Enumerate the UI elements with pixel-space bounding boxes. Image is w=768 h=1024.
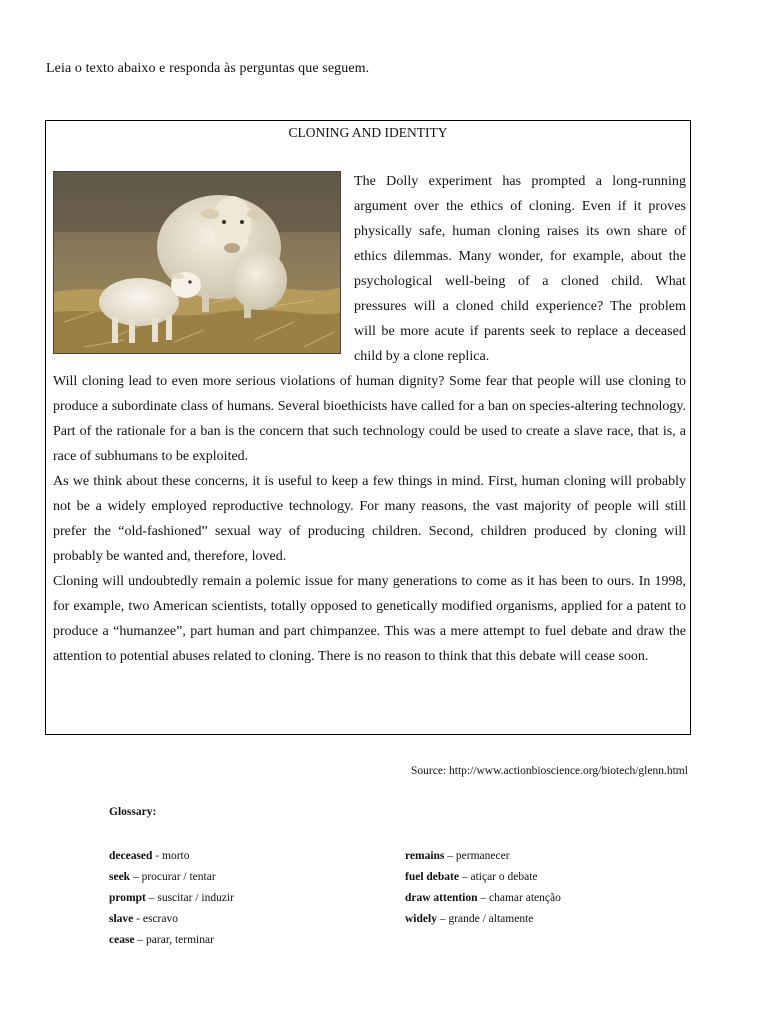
instruction-text: Leia o texto abaixo e responda às perguntas que seguem. [46,61,370,76]
glossary-column-left [109,846,234,951]
glossary-term: cease [109,934,135,946]
glossary-separator: – [444,850,456,862]
glossary-definition: grande / altamente [448,913,534,925]
glossary-definition: chamar atenção [489,892,561,904]
glossary-term: slave [109,913,134,925]
article-paragraph-1: Will cloning lead to even more serious violations of human dignity? Some fear that people will use cloning to produce a subordinate class of humans. Several bioethicists have called for a ban on species-altering technology. Part of the rationale for a ban is the concern that such technology could be used to create a slave race, that is, a race of subhumans to be exploited. [53,374,686,464]
source-citation: Source: http://www.actionbioscience.org/biotech/glenn.html [411,765,688,777]
glossary-item [109,930,234,951]
article-title: CLONING AND IDENTITY [288,125,448,140]
glossary-item [109,888,234,909]
article-intro [354,169,686,369]
article-body [53,369,686,669]
glossary-separator: – [134,934,147,946]
glossary-separator: - [133,913,143,925]
glossary-separator: – [145,892,158,904]
glossary-definition: morto [162,850,190,862]
glossary-column-right [405,846,561,930]
glossary-term: remains [405,850,445,862]
glossary-separator: - [152,850,163,862]
glossary-definition: atiçar o debate [470,871,538,883]
glossary-separator: – [436,913,449,925]
glossary-term: widely [405,913,437,925]
glossary-term: fuel debate [405,871,459,883]
glossary-item [405,867,561,888]
glossary-separator: – [130,871,142,883]
sheep-illustration [54,172,341,354]
glossary-definition: parar, terminar [146,934,214,946]
glossary-definition: permanecer [455,850,510,862]
glossary-term: seek [109,871,131,883]
glossary-item [109,909,234,930]
glossary-definition: procurar / tentar [141,871,216,883]
dolly-sheep-photo [53,171,341,354]
glossary-item [109,846,234,867]
glossary-title: Glossary: [109,806,157,818]
article-box [45,120,691,735]
glossary-term: deceased [109,850,153,862]
glossary-item [405,888,561,909]
glossary-term: draw attention [405,892,478,904]
glossary-separator: – [458,871,471,883]
glossary-item [405,846,561,867]
glossary-definition: suscitar / induzir [157,892,235,904]
glossary-definition: escravo [142,913,178,925]
glossary-item [405,909,561,930]
glossary-separator: – [477,892,490,904]
glossary-term: prompt [109,892,146,904]
article-paragraph-2: As we think about these concerns, it is useful to keep a few things in mind. First, human cloning will probably not be a widely employed reproductive technology. For many reasons, the vast majority of people will still prefer the “old-fashioned” sexual way of producing children. Second, children produced by cloning will probably be wanted and, therefore, loved. [53,474,686,564]
intro-paragraph: The Dolly experiment has prompted a long-running argument over the ethics of cloning. Even if it proves physically safe, human cloning raises its own share of ethics dilemmas. Many wonder, for example, about the psychological well-being of a cloned child. What pressures will a cloned child experience? The problem will be more acute if parents seek to replace a deceased child by a clone replica. [354,174,686,364]
glossary-item [109,867,234,888]
article-paragraph-3: Cloning will undoubtedly remain a polemic issue for many generations to come as it has been to ours. In 1998, for example, two American scientists, totally opposed to genetically modified organisms, applied for a patent to produce a “humanzee”, part human and part chimpanzee. This was a mere attempt to fuel debate and draw the attention to potential abuses related to cloning. There is no reason to think that this debate will cease soon. [53,574,686,664]
